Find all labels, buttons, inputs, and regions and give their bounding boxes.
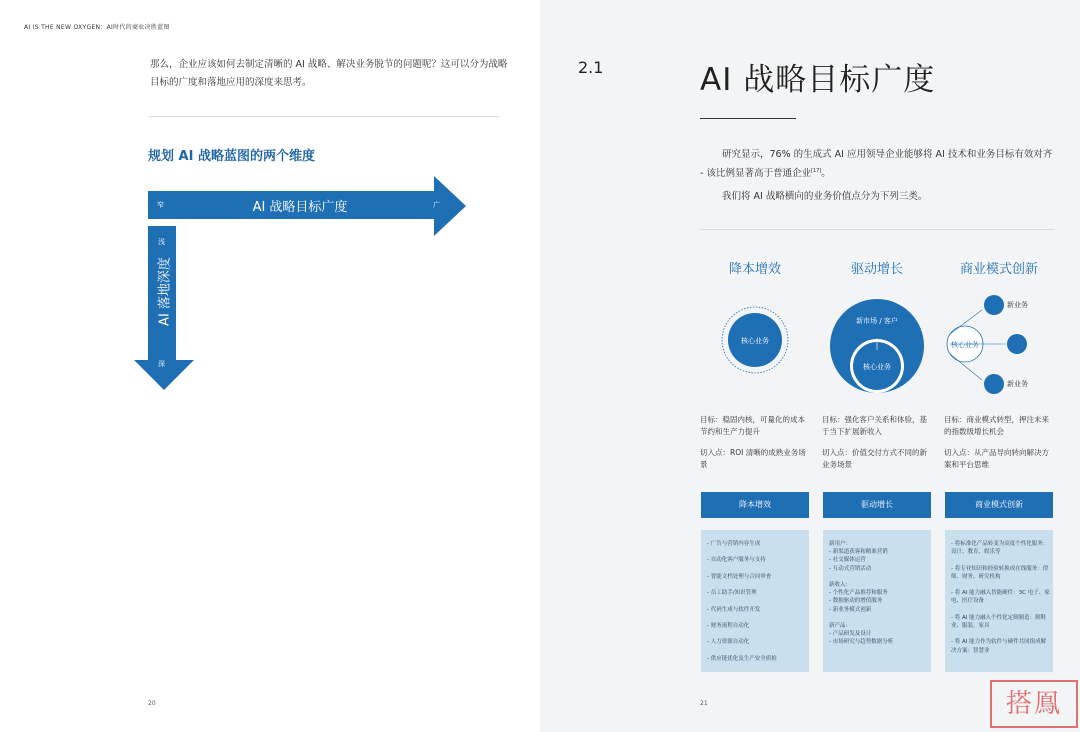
new-business-circle-3 (984, 374, 1004, 394)
growth-core-label: 核心业务 (863, 363, 891, 371)
cost-entry: 切入点：ROI 清晰的成熟业务场景 (700, 448, 806, 469)
cost-category-header: 降本增效 (701, 492, 809, 518)
innovation-entry: 切入点：从产品导向转向解决方案和平台思维 (944, 448, 1049, 469)
new-business-circle-1 (984, 295, 1004, 315)
growth-outer-label: 新市场 / 客户 (856, 317, 898, 325)
body-paragraph-2: 我们将 AI 战略横向的业务价值点分为下列三类。 (722, 191, 928, 202)
page-title: AI 战略目标广度 (700, 62, 936, 98)
running-head: AI IS THE NEW OXYGEN：AI时代的商业决胜蓝图 (24, 24, 170, 31)
growth-goal: 目标：强化客户关系和体验，基于当下扩展新收入 (822, 415, 927, 436)
shallow-label: 浅 (158, 238, 165, 246)
growth-category-header: 驱动增长 (823, 492, 931, 518)
page-number-left: 20 (148, 700, 156, 707)
para1-end: 。 (821, 168, 831, 180)
innovation-items: - 将标准化产品转变为高度个性化服务：设计、教育、娱乐等 - 将专业知识和经验转换成在线服务：律师、财务、研究机构 - 将 AI 能力融入智能硬件：3C 电子、家电、医疗设备 - 将 AI 能力融入个性化定制制造：制鞋业、服装、家具 - 将 AI 能力作为软件与硬件共同组成解决方案：智慧业 (951, 541, 1050, 654)
divider-right (700, 229, 1054, 230)
cost-core-label: 核心业务 (741, 337, 769, 345)
breadth-label: AI 战略目标广度 (252, 200, 348, 215)
growth-items: 新用户： - 新渠道获客和精准营销 - 社交媒体运营 - 互动式营销活动 新收入： - 个性化产品推荐和服务 - 数据驱动的增值服务 - 新业务模式创新 新产品： - 产品研发及设计 - 市场研究与趋势数据分析 (829, 541, 894, 646)
value-diagrams (700, 288, 1060, 408)
divider (148, 116, 500, 117)
innovation-core-label: 核心业务 (951, 341, 979, 349)
growth-entry: 切入点：价值交付方式不同的新业务场景 (822, 448, 927, 469)
wide-label: 广 (433, 201, 440, 209)
innovation-goal: 目标：商业模式转型，押注未来的指数级增长机会 (944, 415, 1049, 436)
page-number-right: 21 (700, 700, 708, 707)
reference-mark: [17] (810, 168, 822, 174)
cost-items: - 广告与营销内容生成 - 自动化客户服务与支持 - 智能文档处理与合同审查 - 员工助手/知识管理 - 代码生成与软件开发 - 财务流程自动化 - 人力资源自动化 - 供应链优化及生产安全质检 (707, 541, 777, 662)
narrow-label: 窄 (157, 201, 164, 209)
section-number: 2.1 (578, 58, 604, 77)
new-business-circle-2 (1007, 334, 1027, 354)
depth-label: AI 落地深度 (157, 257, 173, 326)
column-title-growth: 驱动增长 (850, 262, 903, 277)
cost-goal: 目标：稳固内核，可量化的成本节约和生产力提升 (700, 415, 805, 436)
stamp-logo: 搭鳯 (990, 680, 1078, 728)
new-business-label-2: 新业务 (1007, 380, 1028, 388)
deep-label: 深 (158, 360, 165, 368)
innovation-category-header: 商业模式创新 (945, 492, 1053, 518)
body-paragraph-1 (700, 146, 1058, 182)
para1-text: 研究显示，76% 的生成式 AI 应用领导企业能够将 AI 技术和业务目标有效对齐 - 该比例显著高于普通企业 (700, 149, 1053, 180)
column-title-innovation: 商业模式创新 (959, 262, 1038, 277)
title-rule (700, 118, 796, 119)
intro-paragraph: 那么，企业应该如何去制定清晰的 AI 战略、解决业务脱节的问题呢？这可以分为战略目标的广度和落地应用的深度来思考。 (150, 59, 508, 88)
column-title-cost: 降本增效 (728, 262, 781, 277)
new-business-label-1: 新业务 (1007, 301, 1028, 309)
section-heading: 规划 AI 战略蓝图的两个维度 (148, 149, 315, 164)
